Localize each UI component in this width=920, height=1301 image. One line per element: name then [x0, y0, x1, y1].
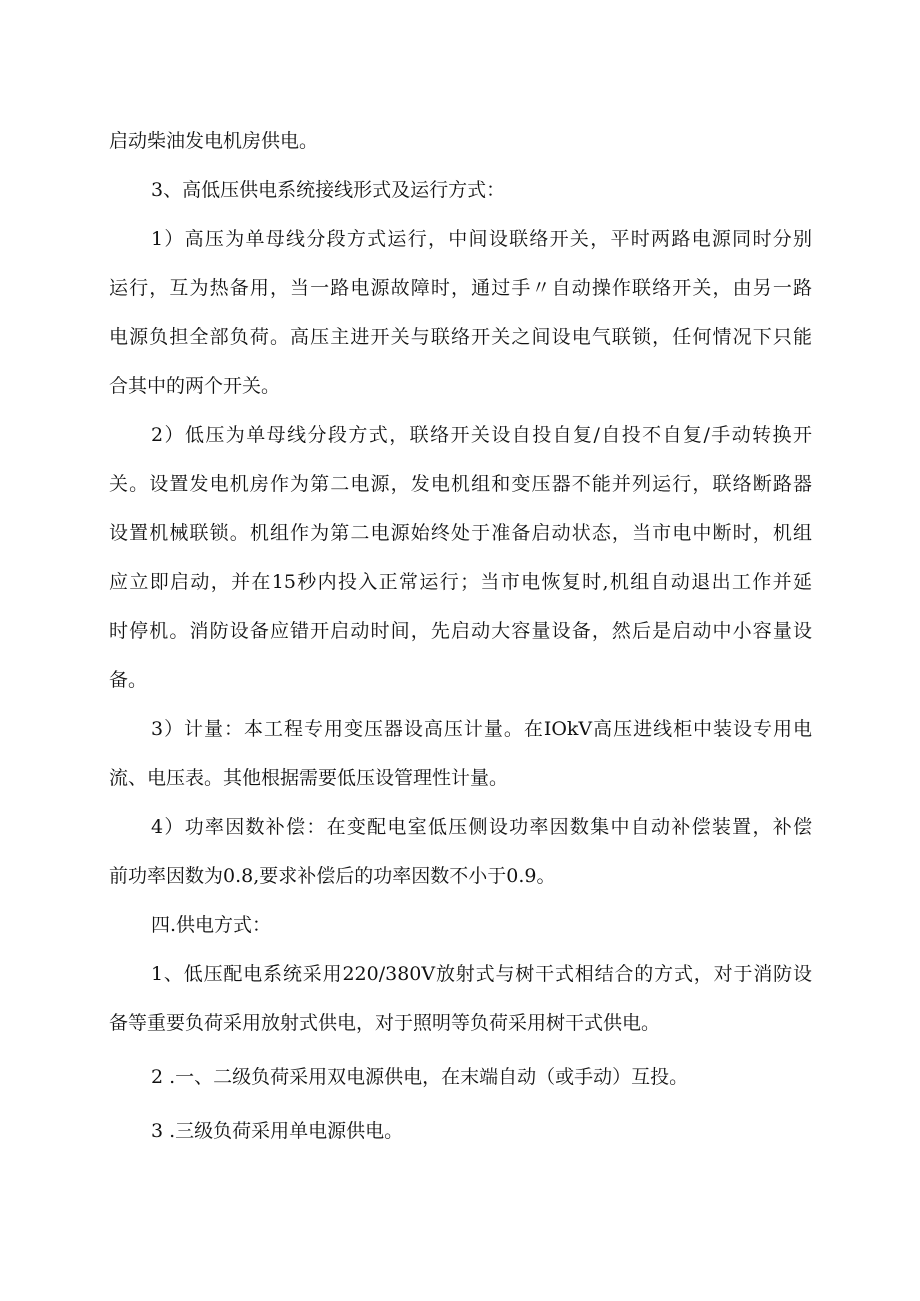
text-line: 启动柴油发电机房供电。 [109, 130, 319, 152]
text-line: 设置机械联锁。机组作为第二电源始终处于准备启动状态，当市电中断时，机组 [109, 522, 812, 544]
section-heading: 3、高低压供电系统接线形式及运行方式： [151, 179, 506, 201]
section-heading: 四.供电方式： [151, 914, 272, 936]
text-line: 关。设置发电机房作为第二电源，发电机组和变压器不能并列运行，联络断路器 [109, 473, 812, 495]
text-line: 备。 [109, 669, 148, 691]
text-line: 4）功率因数补偿：在变配电室低压侧设功率因数集中自动补偿装置，补偿 [151, 816, 812, 838]
text-line: 1）高压为单母线分段方式运行，中间设联络开关，平时两路电源同时分别 [151, 228, 812, 250]
text-line: 2）低压为单母线分段方式，联络开关设自投自复/自投不自复/手动转换开 [151, 424, 812, 446]
text-line: 运行，互为热备用，当一路电源故障时，通过手〃自动操作联络开关，由另一路 [109, 277, 812, 299]
text-line: 时停机。消防设备应错开启动时间，先启动大容量设备，然后是启动中小容量设 [109, 620, 812, 642]
text-line: 应立即启动，并在15秒内投入正常运行；当市电恢复时,机组自动退出工作并延 [109, 571, 812, 593]
text-line: 合其中的两个开关。 [109, 375, 281, 397]
text-line: 备等重要负荷采用放射式供电，对于照明等负荷采用树干式供电。 [109, 1012, 661, 1034]
text-line: 流、电压表。其他根据需要低压设管理性计量。 [109, 767, 509, 789]
text-line: 2 .一、二级负荷采用双电源供电，在末端自动（或手动）互投。 [151, 1066, 689, 1088]
text-line: 3）计量：本工程专用变压器设高压计量。在IOkV高压进线柜中装设专用电 [151, 718, 812, 740]
text-line: 3 .三级负荷采用单电源供电。 [151, 1120, 404, 1142]
text-line: 前功率因数为0.8,要求补偿后的功率因数不小于0.9。 [109, 865, 556, 887]
text-line: 电源负担全部负荷。高压主进开关与联络开关之间设电气联锁，任何情况下只能 [109, 326, 812, 348]
text-line: 1、低压配电系统采用220/380V放射式与树干式相结合的方式，对于消防设 [151, 963, 812, 985]
